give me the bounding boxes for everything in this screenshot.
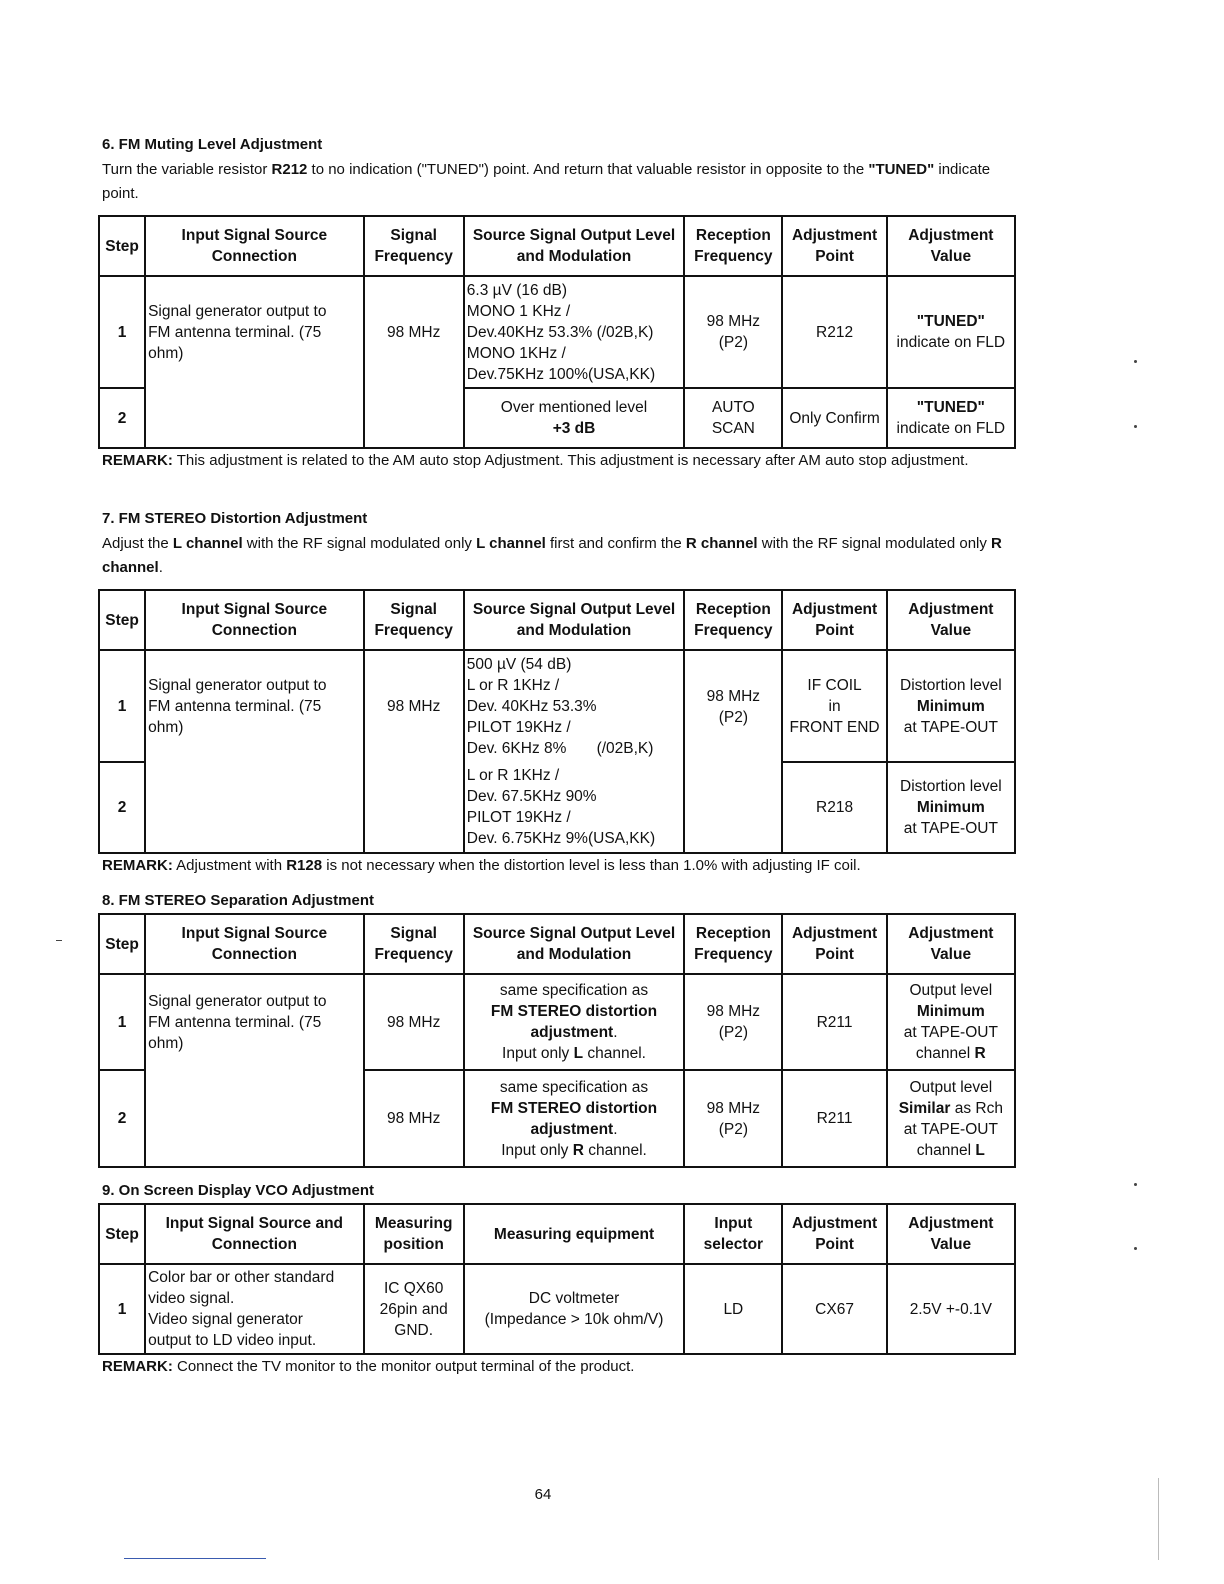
header-step: Step <box>99 216 145 276</box>
input-cell <box>145 388 363 448</box>
frequency-cell: 98 MHz <box>364 1070 464 1167</box>
table-row <box>99 1264 1015 1354</box>
reception-cell: 98 MHz (P2) <box>684 650 782 762</box>
header-input: Input Signal Source and Connection <box>145 1204 363 1264</box>
header-value: Adjustment Value <box>887 914 1015 974</box>
reception-cell: 98 MHz (P2) <box>684 276 782 388</box>
header-point: Adjustment Point <box>782 216 886 276</box>
step-cell: 2 <box>99 388 145 448</box>
equipment-cell: DC voltmeter (Impedance > 10k ohm/V) <box>464 1264 684 1354</box>
section-title: 8. FM STEREO Separation Adjustment <box>102 892 374 909</box>
header-input: Input Signal Source Connection <box>145 914 363 974</box>
table-header-row <box>99 914 1015 974</box>
source-cell: 6.3 µV (16 dB) MONO 1 KHz / Dev.40KHz 53.3% (/02B,K) MONO 1KHz / Dev.75KHz 100%(USA,KK) <box>464 276 684 388</box>
frequency-cell: 98 MHz <box>364 650 464 762</box>
header-source: Source Signal Output Level and Modulation <box>464 216 684 276</box>
point-cell: R218 <box>782 762 886 853</box>
scan-speck <box>1134 1247 1137 1250</box>
fm-stereo-separation-table <box>98 913 1016 1168</box>
position-cell: IC QX60 26pin and GND. <box>364 1264 464 1354</box>
step-cell: 1 <box>99 974 145 1070</box>
header-step: Step <box>99 590 145 650</box>
value-cell: "TUNED" indicate on FLD <box>887 388 1015 448</box>
remark: REMARK: This adjustment is related to the AM auto stop Adjustment. This adjustment is necessary after AM auto stop adjustment. <box>102 452 969 469</box>
header-frequency: Signal Frequency <box>364 590 464 650</box>
input-cell <box>145 762 363 853</box>
section-title: 9. On Screen Display VCO Adjustment <box>102 1182 375 1199</box>
header-source: Source Signal Output Level and Modulation <box>464 914 684 974</box>
header-equipment: Measuring equipment <box>464 1204 684 1264</box>
section-title: 7. FM STEREO Distortion Adjustment <box>102 510 368 527</box>
input-cell: Signal generator output to FM antenna terminal. (75 ohm) <box>145 974 363 1070</box>
fm-stereo-distortion-table <box>98 589 1016 854</box>
scan-speck <box>1134 425 1137 428</box>
section-osd-vco <box>102 1181 1022 1377</box>
fm-muting-table <box>98 215 1016 449</box>
section-title: 6. FM Muting Level Adjustment <box>102 136 323 153</box>
reception-cell <box>684 762 782 853</box>
point-cell: IF COIL in FRONT END <box>782 650 886 762</box>
section-fm-stereo-separation <box>102 891 1022 1168</box>
scan-speck <box>1134 1183 1137 1186</box>
selector-cell: LD <box>684 1264 782 1354</box>
value-cell: 2.5V +-0.1V <box>887 1264 1015 1354</box>
header-reception: Reception Frequency <box>684 914 782 974</box>
header-point: Adjustment Point <box>782 914 886 974</box>
value-cell: Output level Similar as Rch at TAPE-OUT channel L <box>887 1070 1015 1167</box>
table-row <box>99 276 1015 388</box>
source-cell: same specification as FM STEREO distortion adjustment. Input only L channel. <box>464 974 684 1070</box>
source-cell: Over mentioned level +3 dB <box>464 388 684 448</box>
section-intro: Turn the variable resistor R212 to no indication ("TUNED") point. And return that valuable resistor in opposite to the "TUNED" indicate point. <box>102 161 991 202</box>
table-row <box>99 1070 1015 1167</box>
input-cell <box>145 1070 363 1167</box>
header-input: Input Signal Source Connection <box>145 590 363 650</box>
frequency-cell: 98 MHz <box>364 974 464 1070</box>
frequency-cell: 98 MHz <box>364 276 464 388</box>
header-input: Input Signal Source Connection <box>145 216 363 276</box>
value-cell: Distortion level Minimum at TAPE-OUT <box>887 650 1015 762</box>
header-value: Adjustment Value <box>887 1204 1015 1264</box>
source-cell: 500 µV (54 dB) L or R 1KHz / Dev. 40KHz 53.3% PILOT 19KHz / Dev. 6KHz 8% (/02B,K) <box>464 650 684 762</box>
table-row <box>99 650 1015 762</box>
point-cell: R211 <box>782 1070 886 1167</box>
table-row <box>99 762 1015 853</box>
header-step: Step <box>99 914 145 974</box>
reception-cell: 98 MHz (P2) <box>684 1070 782 1167</box>
table-header-row <box>99 216 1015 276</box>
section-fm-stereo-distortion <box>102 509 1022 876</box>
header-reception: Reception Frequency <box>684 590 782 650</box>
header-frequency: Signal Frequency <box>364 914 464 974</box>
header-value: Adjustment Value <box>887 590 1015 650</box>
step-cell: 1 <box>99 1264 145 1354</box>
step-cell: 2 <box>99 1070 145 1167</box>
page-number: 64 <box>534 1486 552 1503</box>
value-cell: Output level Minimum at TAPE-OUT channel R <box>887 974 1015 1070</box>
header-selector: Input selector <box>684 1204 782 1264</box>
section-fm-muting <box>102 135 1022 471</box>
scan-edge-line <box>1158 1478 1159 1560</box>
scan-speck <box>1134 360 1137 363</box>
section-intro: Adjust the L channel with the RF signal modulated only L channel first and confirm the R channel with the RF signal modulated only R channel. <box>102 535 1002 576</box>
value-cell: Distortion level Minimum at TAPE-OUT <box>887 762 1015 853</box>
header-position: Measuring position <box>364 1204 464 1264</box>
input-cell: Signal generator output to FM antenna terminal. (75 ohm) <box>145 276 363 388</box>
table-row <box>99 974 1015 1070</box>
reception-cell: 98 MHz (P2) <box>684 974 782 1070</box>
header-step: Step <box>99 1204 145 1264</box>
source-cell: L or R 1KHz / Dev. 67.5KHz 90% PILOT 19KHz / Dev. 6.75KHz 9%(USA,KK) <box>464 762 684 853</box>
header-value: Adjustment Value <box>887 216 1015 276</box>
table-header-row <box>99 1204 1015 1264</box>
header-point: Adjustment Point <box>782 590 886 650</box>
table-row <box>99 388 1015 448</box>
point-cell: Only Confirm <box>782 388 886 448</box>
frequency-cell <box>364 762 464 853</box>
table-header-row <box>99 590 1015 650</box>
remark: REMARK: Adjustment with R128 is not necessary when the distortion level is less than 1.0% with adjusting IF coil. <box>102 857 861 874</box>
frequency-cell <box>364 388 464 448</box>
scan-speck <box>56 940 62 941</box>
reception-cell: AUTO SCAN <box>684 388 782 448</box>
input-cell: Color bar or other standard video signal. Video signal generator output to LD video input. <box>145 1264 363 1354</box>
header-source: Source Signal Output Level and Modulation <box>464 590 684 650</box>
value-cell: "TUNED" indicate on FLD <box>887 276 1015 388</box>
osd-vco-table <box>98 1203 1016 1355</box>
footnote-rule <box>124 1558 266 1559</box>
point-cell: R211 <box>782 974 886 1070</box>
header-frequency: Signal Frequency <box>364 216 464 276</box>
source-cell: same specification as FM STEREO distortion adjustment. Input only R channel. <box>464 1070 684 1167</box>
remark: REMARK: Connect the TV monitor to the monitor output terminal of the product. <box>102 1358 635 1375</box>
point-cell: CX67 <box>782 1264 886 1354</box>
step-cell: 1 <box>99 650 145 762</box>
input-cell: Signal generator output to FM antenna terminal. (75 ohm) <box>145 650 363 762</box>
header-point: Adjustment Point <box>782 1204 886 1264</box>
header-reception: Reception Frequency <box>684 216 782 276</box>
step-cell: 1 <box>99 276 145 388</box>
step-cell: 2 <box>99 762 145 853</box>
point-cell: R212 <box>782 276 886 388</box>
